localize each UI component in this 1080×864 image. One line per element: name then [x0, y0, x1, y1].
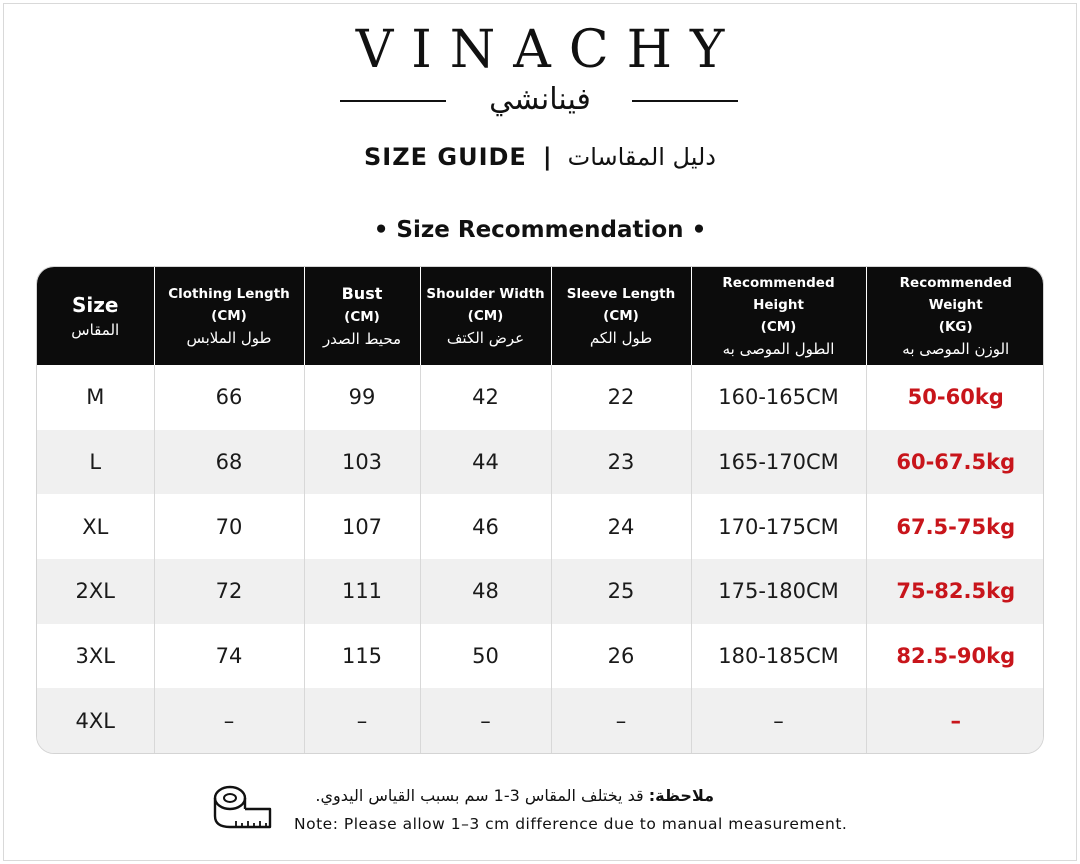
cell-bust: –: [304, 688, 420, 753]
header-recommended-weight: [866, 267, 1044, 365]
header-unit: (CM): [760, 319, 797, 335]
header-label-ar: المقاس: [71, 321, 120, 339]
cell-clothing-length: 68: [154, 430, 304, 495]
cell-recommended-height: 170-175CM: [691, 494, 866, 559]
title-english: SIZE GUIDE: [364, 143, 527, 171]
header-unit: (CM): [603, 308, 639, 324]
cell-recommended-weight: 60-67.5kg: [866, 430, 1044, 495]
header-unit: (CM): [211, 308, 247, 324]
cell-size: M: [86, 385, 105, 410]
cell-recommended-height: –: [691, 688, 866, 753]
brand-subline: [0, 82, 1080, 122]
header-label: Recommended Height: [722, 275, 835, 313]
title-separator: |: [542, 143, 552, 171]
header-shoulder-width: [420, 267, 551, 365]
cell-clothing-length: 72: [154, 559, 304, 624]
page-title: [0, 142, 1080, 172]
cell-size: 3XL: [75, 643, 115, 668]
header-label-ar: الطول الموصى به: [722, 340, 835, 358]
header-label-ar: عرض الكتف: [446, 329, 525, 347]
divider-right: [632, 100, 738, 102]
table-row: [37, 494, 1044, 559]
size-table: [37, 267, 1044, 753]
brand-arabic-name: فينانشي: [489, 82, 591, 117]
note-arabic-label: ملاحظة:: [648, 786, 714, 805]
cell-sleeve-length: 25: [551, 559, 691, 624]
header-bust: [304, 267, 420, 365]
cell-clothing-length: –: [154, 688, 304, 753]
table-row: [37, 624, 1044, 689]
title-arabic: دليل المقاسات: [567, 143, 716, 171]
header-size: [37, 267, 154, 365]
note-arabic: [294, 784, 714, 808]
header-recommended-height: [691, 267, 866, 365]
header-label-ar: طول الملابس: [186, 329, 272, 347]
cell-shoulder-width: 48: [420, 559, 551, 624]
cell-recommended-height: 165-170CM: [691, 430, 866, 495]
cell-shoulder-width: 46: [420, 494, 551, 559]
section-subtitle: • Size Recommendation •: [373, 217, 707, 243]
table-row: [37, 688, 1044, 753]
table-header-row: [37, 267, 1044, 365]
cell-recommended-weight: 67.5-75kg: [866, 494, 1044, 559]
cell-size: XL: [82, 514, 109, 539]
header-label: Recommended Weight: [899, 275, 1012, 313]
cell-recommended-weight: 50-60kg: [866, 365, 1044, 430]
header-label: Sleeve Length: [566, 286, 676, 302]
cell-sleeve-length: 24: [551, 494, 691, 559]
cell-recommended-height: 160-165CM: [691, 365, 866, 430]
header-label: Size: [72, 293, 119, 317]
header-label: Clothing Length: [168, 286, 290, 302]
cell-recommended-height: 175-180CM: [691, 559, 866, 624]
cell-recommended-weight: –: [866, 688, 1044, 753]
header-label-ar: طول الكم: [589, 329, 653, 347]
note-english: Note: Please allow 1–3 cm difference due to manual measurement.: [294, 815, 848, 833]
cell-shoulder-width: 50: [420, 624, 551, 689]
header-clothing-length: [154, 267, 304, 365]
table-row: [37, 559, 1044, 624]
cell-clothing-length: 66: [154, 365, 304, 430]
header-unit: (CM): [344, 308, 380, 325]
header-label: Bust: [341, 283, 383, 303]
note-arabic-text: قد يختلف المقاس 3-1 سم بسبب القياس اليدوي.: [315, 786, 644, 805]
header-unit: (KG): [938, 319, 973, 335]
header-label-ar: محيط الصدر: [322, 329, 402, 348]
cell-bust: 103: [304, 430, 420, 495]
cell-shoulder-width: 44: [420, 430, 551, 495]
cell-sleeve-length: 22: [551, 365, 691, 430]
cell-shoulder-width: –: [420, 688, 551, 753]
cell-bust: 111: [304, 559, 420, 624]
header-label: Shoulder Width: [426, 286, 545, 302]
cell-recommended-weight: 82.5-90kg: [866, 624, 1044, 689]
cell-bust: 107: [304, 494, 420, 559]
measuring-tape-icon: [212, 782, 274, 834]
cell-size: L: [89, 449, 102, 474]
cell-clothing-length: 70: [154, 494, 304, 559]
cell-bust: 99: [304, 365, 420, 430]
table-row: [37, 365, 1044, 430]
cell-shoulder-width: 42: [420, 365, 551, 430]
cell-clothing-length: 74: [154, 624, 304, 689]
cell-sleeve-length: 23: [551, 430, 691, 495]
header-unit: (CM): [467, 308, 504, 324]
table-row: [37, 430, 1044, 495]
cell-recommended-height: 180-185CM: [691, 624, 866, 689]
cell-size: 2XL: [75, 579, 115, 604]
measurement-note: [212, 778, 872, 842]
cell-sleeve-length: –: [551, 688, 691, 753]
cell-recommended-weight: 75-82.5kg: [866, 559, 1044, 624]
header-sleeve-length: [551, 267, 691, 365]
cell-bust: 115: [304, 624, 420, 689]
size-table-container: [36, 266, 1044, 754]
cell-sleeve-length: 26: [551, 624, 691, 689]
cell-size: 4XL: [75, 708, 115, 733]
divider-left: [340, 100, 446, 102]
header-label-ar: الوزن الموصى به: [902, 340, 1010, 358]
brand-logo: VINACHY: [355, 20, 743, 80]
